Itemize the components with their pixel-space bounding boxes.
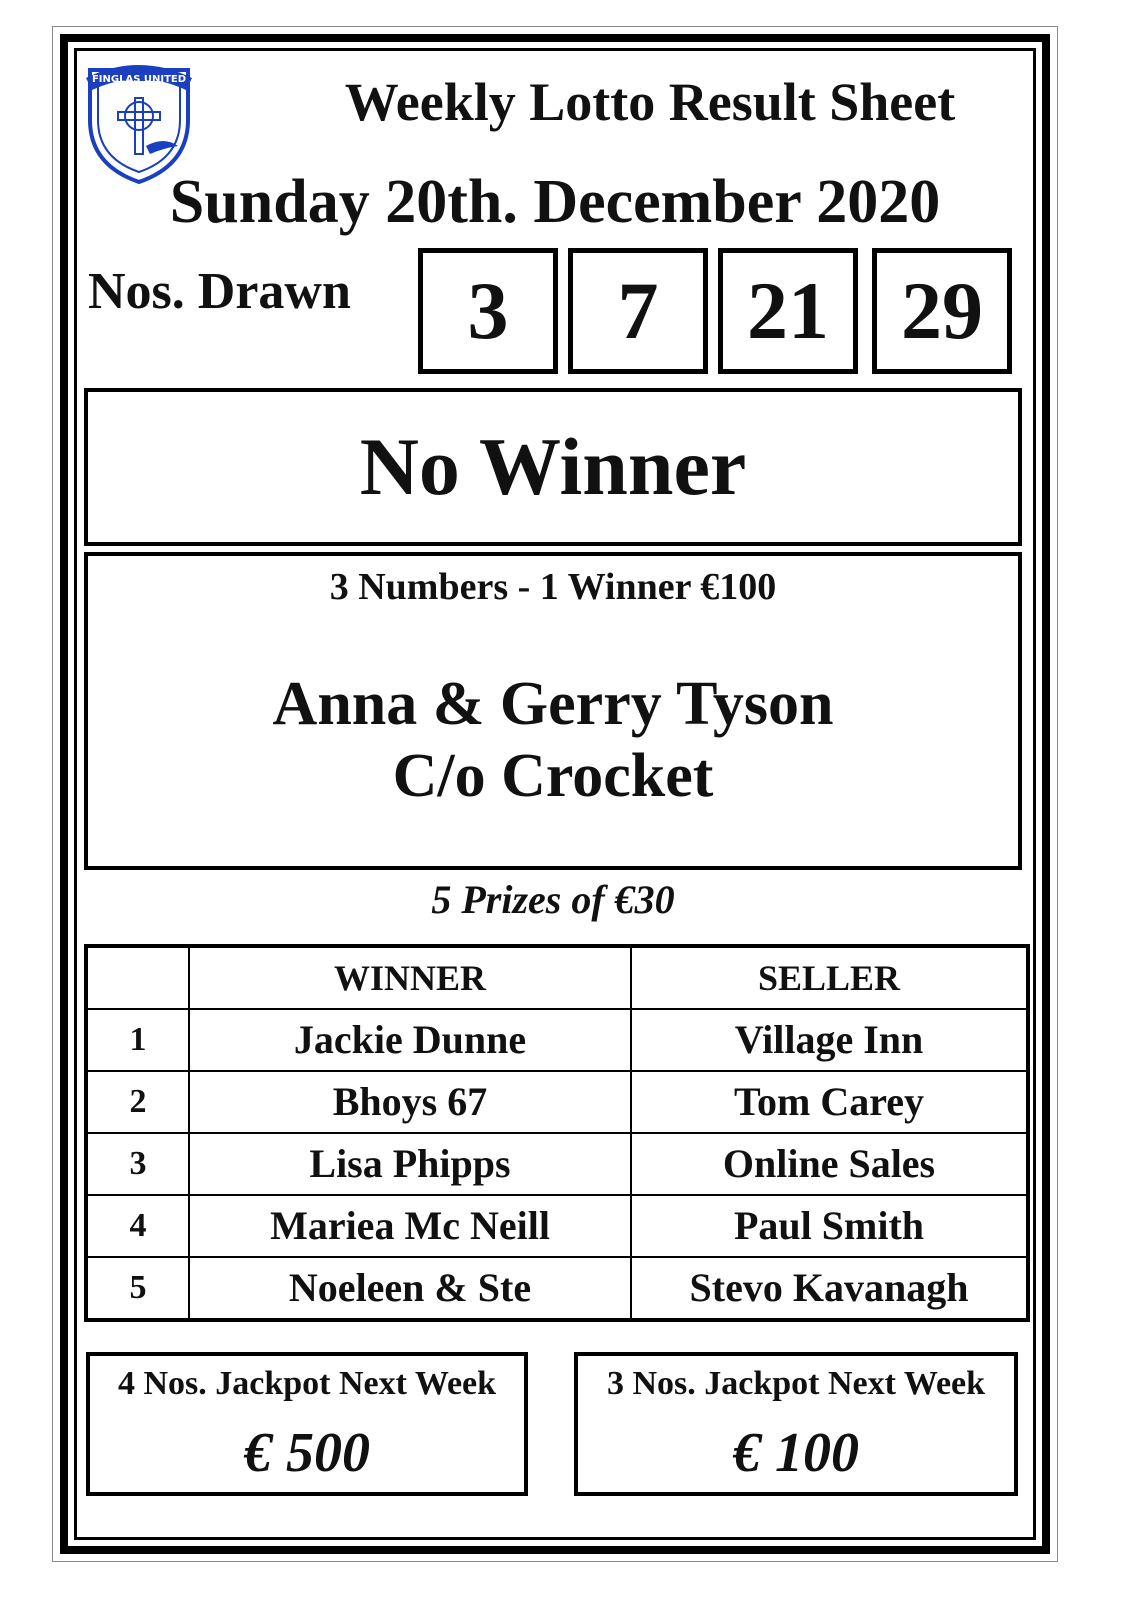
row-seller: Paul Smith <box>631 1195 1028 1257</box>
table-row <box>86 1257 1028 1320</box>
prize-winners-table <box>84 944 1030 1322</box>
row-seller: Tom Carey <box>631 1071 1028 1133</box>
three-numbers-jackpot-amount: € 100 <box>733 1422 859 1484</box>
four-numbers-jackpot-box <box>86 1352 528 1496</box>
row-index: 1 <box>86 1009 189 1071</box>
three-numbers-winner-name: Anna & Gerry Tyson <box>272 670 834 738</box>
svg-text:FINGLAS UNITED: FINGLAS UNITED <box>91 74 187 85</box>
prizes-heading: 5 Prizes of €30 <box>431 877 675 922</box>
three-numbers-box <box>84 552 1022 870</box>
three-numbers-winner-detail: C/o Crocket <box>392 742 714 810</box>
row-index: 2 <box>86 1071 189 1133</box>
table-header-index <box>86 946 189 1009</box>
jackpot-result-box: No Winner <box>84 388 1022 546</box>
table-row <box>86 1009 1028 1071</box>
numbers-drawn-label: Nos. Drawn <box>88 263 351 320</box>
table-row <box>86 1195 1028 1257</box>
drawn-number-2: 7 <box>568 248 708 374</box>
row-winner: Bhoys 67 <box>189 1071 631 1133</box>
row-index: 3 <box>86 1133 189 1195</box>
row-winner: Jackie Dunne <box>189 1009 631 1071</box>
row-seller: Online Sales <box>631 1133 1028 1195</box>
drawn-number-4: 29 <box>872 248 1012 374</box>
four-numbers-jackpot-title: 4 Nos. Jackpot Next Week <box>117 1365 497 1402</box>
row-index: 5 <box>86 1257 189 1320</box>
row-seller: Stevo Kavanagh <box>631 1257 1028 1320</box>
row-winner: Mariea Mc Neill <box>189 1195 631 1257</box>
row-winner: Lisa Phipps <box>189 1133 631 1195</box>
draw-date: Sunday 20th. December 2020 <box>169 168 941 236</box>
row-index: 4 <box>86 1195 189 1257</box>
three-numbers-title: 3 Numbers - 1 Winner €100 <box>329 566 777 608</box>
table-header-winner: WINNER <box>189 946 631 1009</box>
table-header-row <box>86 946 1028 1009</box>
three-numbers-jackpot-box <box>574 1352 1018 1496</box>
four-numbers-jackpot-amount: € 500 <box>244 1422 370 1484</box>
sheet-title: Weekly Lotto Result Sheet <box>344 72 956 132</box>
table-header-seller: SELLER <box>631 946 1028 1009</box>
table-row <box>86 1071 1028 1133</box>
table-row <box>86 1133 1028 1195</box>
drawn-number-1: 3 <box>418 248 558 374</box>
three-numbers-jackpot-title: 3 Nos. Jackpot Next Week <box>606 1365 986 1402</box>
row-seller: Village Inn <box>631 1009 1028 1071</box>
row-winner: Noeleen & Ste <box>189 1257 631 1320</box>
drawn-number-3: 21 <box>718 248 858 374</box>
